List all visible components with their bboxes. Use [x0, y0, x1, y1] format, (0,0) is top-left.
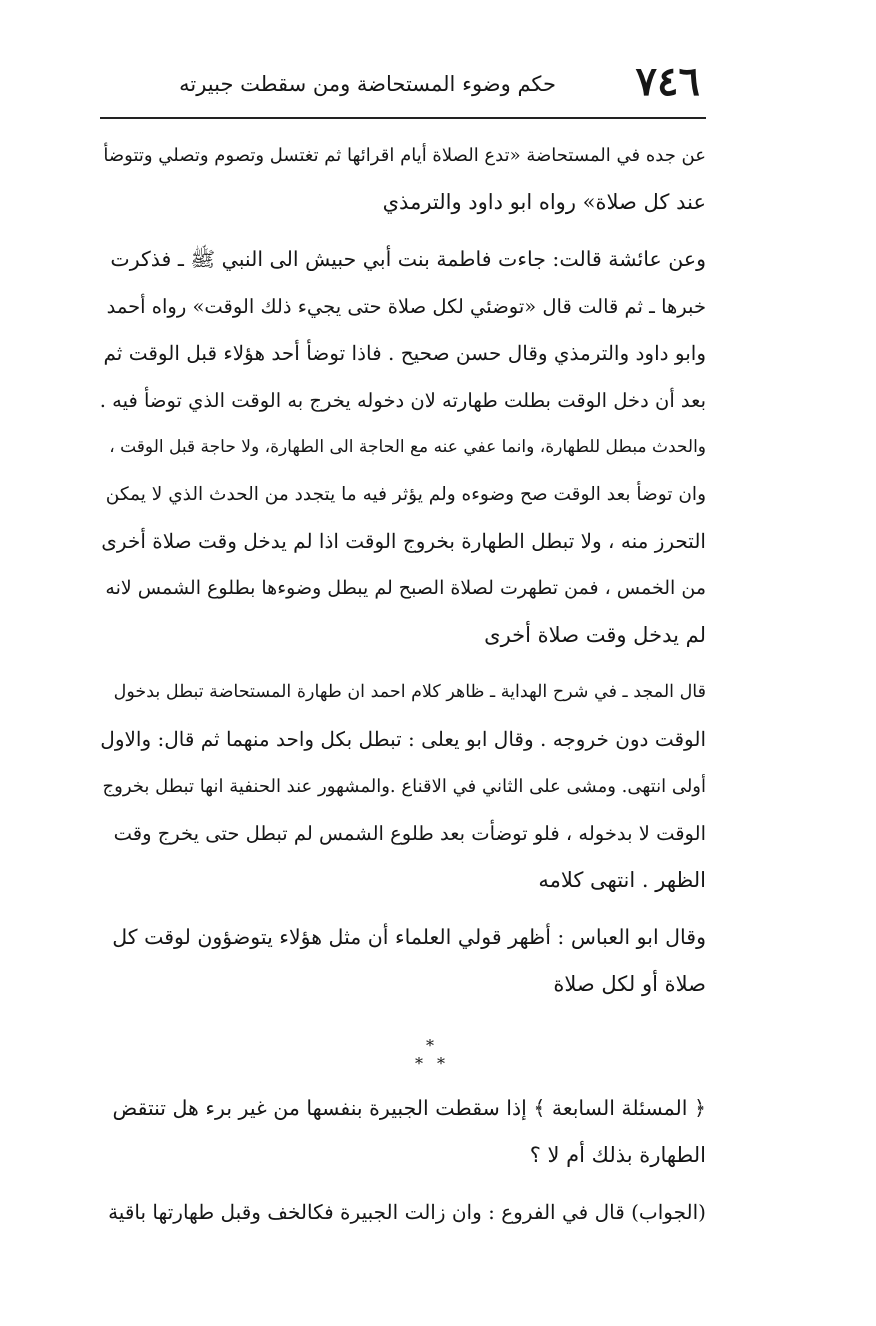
text-line: الظهر . انتهى كلامه — [538, 868, 706, 892]
section-separator — [395, 1038, 475, 1078]
main-text — [100, 132, 706, 1018]
text-line: والحدث مبطل للطهارة، وانما عفي عنه مع الحاجة الى الطهارة، ولا حاجة قبل الوقت ، — [109, 437, 706, 457]
question-section — [100, 1085, 706, 1246]
text-line: وابو داود والترمذي وقال حسن صحيح . فاذا توضأ أحد هؤلاء قبل الوقت ثم — [103, 341, 706, 365]
text-line: أولى انتهى. ومشى على الثاني في الاقناع .والمشهور عند الحنفية انها تبطل بخروج — [102, 776, 706, 797]
text-line: عن جده في المستحاضة «تدع الصلاة أيام اقرائها ثم تغتسل وتصوم وتصلي وتتوضأ — [103, 145, 706, 166]
text-line: (الجواب) قال في الفروع : وان زالت الجبيرة فكالخف وقبل طهارتها باقية — [108, 1200, 706, 1224]
text-line: الوقت دون خروجه . وقال ابو يعلى : تبطل بكل واحد منهما ثم قال: والاول — [100, 727, 706, 751]
text-line: التحرز منه ، ولا تبطل الطهارة بخروج الوقت اذا لم يدخل وقت صلاة أخرى — [101, 529, 706, 553]
text-line: خبرها ـ ثم قالت قال «توضئي لكل صلاة حتى يجيء ذلك الوقت» رواه أحمد — [106, 295, 706, 318]
page-header — [100, 58, 706, 116]
text-line: ﴿ المسئلة السابعة ﴾ إذا سقطت الجبيرة بنفسها من غير برء هل تنتقض — [112, 1096, 706, 1120]
asterisk-mark: * — [415, 1054, 423, 1073]
header-rule — [100, 117, 706, 119]
text-line: بعد أن دخل الوقت بطلت طهارته لان دخوله يخرج به الوقت الذي توضأ فيه . — [100, 389, 706, 412]
text-line: وان توضأ بعد الوقت صح وضوءه ولم يؤثر فيه ما يتجدد من الحدث الذي لا يمكن — [105, 484, 706, 505]
running-title: حكم وضوء المستحاضة ومن سقطت جبيرته — [179, 72, 556, 96]
paragraph — [100, 236, 706, 659]
answer-paragraph — [100, 1189, 706, 1236]
paragraph — [100, 132, 706, 226]
paragraph — [100, 669, 706, 904]
text-line: لم يدخل وقت صلاة أخرى — [484, 623, 706, 647]
text-line: عند كل صلاة» رواه ابو داود والترمذي — [382, 190, 706, 214]
text-line: وقال ابو العباس : أظهر قولي العلماء أن مثل هؤلاء يتوضؤون لوقت كل — [112, 925, 706, 949]
page-number: ٧٤٦ — [635, 58, 700, 105]
text-line: الوقت لا بدخوله ، فلو توضأت بعد طلوع الشمس لم تبطل حتى يخرج وقت — [113, 822, 706, 845]
text-line: الطهارة بذلك أم لا ؟ — [529, 1143, 706, 1167]
asterisk-mark: * — [426, 1036, 434, 1055]
text-line: وعن عائشة قالت: جاءت فاطمة بنت أبي حبيش الى النبي ﷺ ـ فذكرت — [110, 247, 706, 271]
text-line: صلاة أو لكل صلاة — [553, 972, 706, 996]
text-line: من الخمس ، فمن تطهرت لصلاة الصبح لم يبطل وضوءها بطلوع الشمس لانه — [105, 577, 706, 599]
paragraph — [100, 914, 706, 1008]
asterisk-mark: * — [437, 1054, 445, 1073]
question-paragraph — [100, 1085, 706, 1179]
text-line: قال المجد ـ في شرح الهداية ـ ظاهر كلام احمد ان طهارة المستحاضة تبطل بدخول — [113, 682, 706, 702]
